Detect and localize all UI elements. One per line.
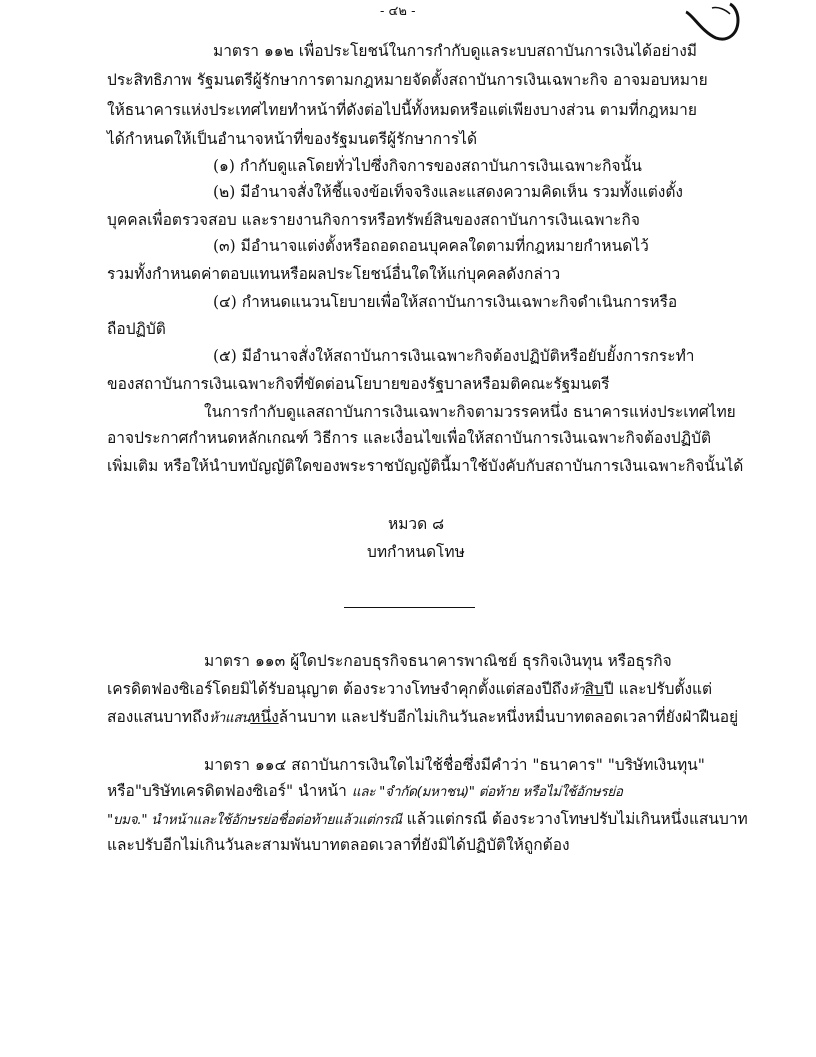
page-number: - ๔๒ - xyxy=(380,4,416,19)
section-114-line-4: และปรับอีกไม่เกินวันละสามพันบาทตลอดเวลาที่ยังมิได้ปฏิบัติให้ถูกต้อง xyxy=(107,836,570,854)
section-113-line-2-tail: ปี และปรับตั้งแต่ xyxy=(603,680,713,698)
section-112-item-4a: (๔) กำหนดแนวนโยบายเพื่อให้สถาบันการเงินเฉพาะกิจดำเนินการหรือ xyxy=(213,293,678,311)
section-113-line-2-text: เครดิตฟองซิเอร์โดยมิได้รับอนุญาต ต้องระวางโทษจำคุกตั้งแต่สองปีถึง xyxy=(107,680,569,698)
struck-text: สิบ xyxy=(584,680,604,698)
section-112-item-5a: (๕) มีอำนาจสั่งให้สถาบันการเงินเฉพาะกิจต้องปฏิบัติหรือยับยั้งการกระทำ xyxy=(213,347,695,365)
chapter-subtitle: บทกำหนดโทษ xyxy=(367,543,465,561)
section-112-item-1: (๑) กำกับดูแลโดยทั่วไปซึ่งกิจการของสถาบันการเงินเฉพาะกิจนั้น xyxy=(213,157,642,175)
section-113-line-3-text: สองแสนบาทถึง xyxy=(107,708,210,726)
section-112-line-3: ให้ธนาคารแห่งประเทศไทยทำหน้าที่ดังต่อไปนี้ทั้งหมดหรือแต่เพียงบางส่วน ตามที่กฎหมาย xyxy=(107,101,697,119)
section-114-line-1: มาตรา ๑๑๔ สถาบันการเงินใดไม่ใช้ชื่อซึ่งมีคำว่า "ธนาคาร" "บริษัทเงินทุน" xyxy=(204,756,705,774)
section-114-line-2-text: หรือ"บริษัทเครดิตฟองซิเอร์" นำหน้า xyxy=(107,782,347,800)
chapter-title: หมวด ๘ xyxy=(388,515,445,533)
section-114-line-3 xyxy=(107,809,748,830)
struck-text: หนึ่ง xyxy=(250,708,279,726)
section-113-line-1: มาตรา ๑๑๓ ผู้ใดประกอบธุรกิจธนาคารพาณิชย์ ธุรกิจเงินทุน หรือธุรกิจ xyxy=(204,652,672,670)
handwritten-correction: ห้า xyxy=(568,682,585,698)
section-112-para2-line-1: ในการกำกับดูแลสถาบันการเงินเฉพาะกิจตามวรรคหนึ่ง ธนาคารแห่งประเทศไทย xyxy=(204,403,736,421)
section-114-line-3-tail: แล้วแต่กรณี ต้องระวางโทษปรับไม่เกินหนึ่งแสนบาท xyxy=(406,810,748,828)
section-112-item-4b: ถือปฏิบัติ xyxy=(107,320,166,338)
section-112-item-5b: ของสถาบันการเงินเฉพาะกิจที่ขัดต่อนโยบายของรัฐบาลหรือมติคณะรัฐมนตรี xyxy=(107,375,610,393)
section-113-line-2 xyxy=(107,679,712,700)
section-112-para2-line-3: เพิ่มเติม หรือให้นำบทบัญญัติใดของพระราชบัญญัตินี้มาใช้บังคับกับสถาบันการเงินเฉพาะกิจนั้นได้ xyxy=(107,457,744,475)
section-113-line-3-tail: ล้านบาท และปรับอีกไม่เกินวันละหนึ่งหมื่นบาทตลอดเวลาที่ยังฝ่าฝืนอยู่ xyxy=(278,708,739,726)
section-112-item-3a: (๓) มีอำนาจแต่งตั้งหรือถอดถอนบุคคลใดตามที่กฎหมายกำหนดไว้ xyxy=(213,237,649,255)
handwritten-correction: ห้าแสน xyxy=(209,710,251,726)
section-112-item-2b: บุคคลเพื่อตรวจสอบ และรายงานกิจการหรือทรัพย์สินของสถาบันการเงินเฉพาะกิจ xyxy=(107,211,640,229)
section-112-item-2a: (๒) มีอำนาจสั่งให้ชี้แจงข้อเท็จจริงและแสดงความคิดเห็น รวมทั้งแต่งตั้ง xyxy=(213,183,683,201)
section-112-para2-line-2: อาจประกาศกำหนดหลักเกณฑ์ วิธีการ และเงื่อนไขเพื่อให้สถาบันการเงินเฉพาะกิจต้องปฏิบัติ xyxy=(107,429,712,447)
handwritten-insertion: และ "จำกัด(มหาชน)" ต่อท้าย หรือไม่ใช้อักษรย่อ xyxy=(351,784,623,800)
section-112-line-4: ได้กำหนดให้เป็นอำนาจหน้าที่ของรัฐมนตรีผู้รักษาการได้ xyxy=(107,130,478,148)
section-113-line-3 xyxy=(107,707,738,728)
handwritten-insertion: "บมจ." นำหน้าและใช้อักษรย่อชื่อต่อท้ายแล้วแต่กรณี xyxy=(107,812,402,828)
section-112-line-2: ประสิทธิภาพ รัฐมนตรีผู้รักษาการตามกฎหมายจัดตั้งสถาบันการเงินเฉพาะกิจ อาจมอบหมาย xyxy=(107,71,708,89)
section-112-line-1: มาตรา ๑๑๒ เพื่อประโยชน์ในการกำกับดูแลระบบสถาบันการเงินได้อย่างมี xyxy=(213,42,697,60)
section-114-line-2 xyxy=(107,781,623,802)
section-divider xyxy=(344,607,475,608)
section-112-item-3b: รวมทั้งกำหนดค่าตอบแทนหรือผลประโยชน์อื่นใดให้แก่บุคคลดังกล่าว xyxy=(107,265,561,283)
